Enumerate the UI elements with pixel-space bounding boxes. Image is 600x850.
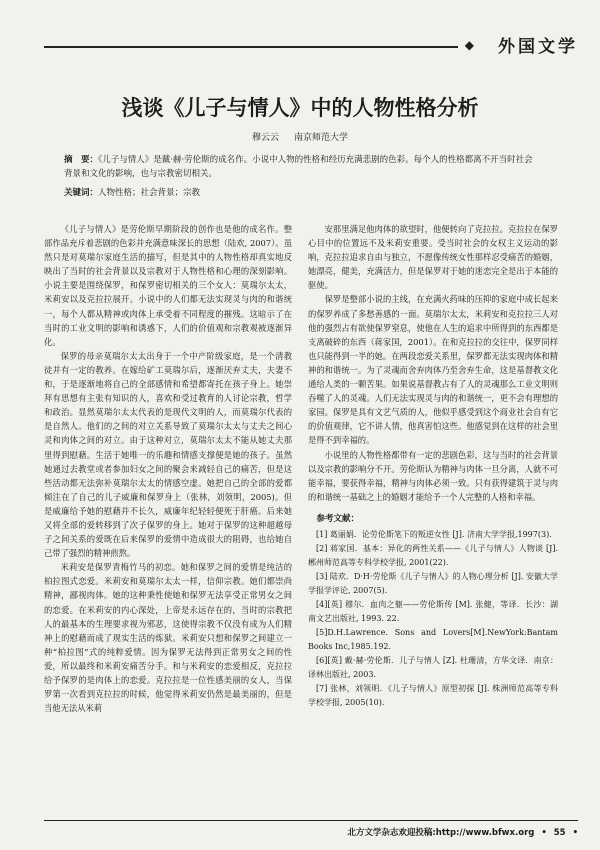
footer-submission-link[interactable]: 北方文学杂志欢迎投稿:http://www.bfwx.org <box>347 828 535 838</box>
abstract-label: 摘 要： <box>64 155 99 165</box>
article-title: 浅谈《儿子与情人》中的人物性格分析 <box>121 96 479 120</box>
page-number: 55 <box>553 828 566 838</box>
reference-item: [2] 蒋家国．基本：异化的两性关系——《儿子与情人》人物谈 [J]. 郴州师范高等专科学校学报, 2001(22). <box>308 543 558 567</box>
reference-item: [5]D.H.Lawrence. Sons and Lovers[M].NewYork:Bantam Books Inc,1985.192. <box>308 627 558 651</box>
reference-item: [4][英] 穆尔．血肉之躯——劳伦斯传 [M]. 张健，等译．长沙：湖南文艺出版社, 1993. 22. <box>308 599 558 623</box>
keywords-text: 人物性格；社会背景；宗教 <box>98 188 201 198</box>
section-name: 外国文学 <box>498 37 578 57</box>
right-column <box>308 222 558 710</box>
keywords <box>64 186 539 198</box>
abstract-text: 《儿子与情人》是戴·赫·劳伦斯的成名作。小说中人物的性格和经历充满悲剧的色彩。每个人的性格都离不开当时社会背景和文化的影响，也与宗教密切相关。 <box>64 155 533 179</box>
author-name: 穆云云 <box>252 133 280 143</box>
header-rule <box>44 46 458 48</box>
paragraph: 《儿子与情人》是劳伦斯早期阶段的创作也是他的成名作。整部作品充斥着悲剧的色彩并充满意味深长的思想（陆欢, 2007）。虽然只是对莫瑞尔家庭生活的描写，但是其中的人物性格却真实地反映出了当时的社会背景以及宗教对于人物性格和心理的深刻影响。小说主要是围绕保罗，和保罗密切相关的三个女人：莫瑞尔太太，米莉安以及克拉拉展开。小说中的人们都无法实现灵与肉的和谐统一，每个人都从精神或肉体上承受着不同程度的摧残。这暗示了在当时的工业文明的影响和诱惑下，人们的价值观和宗教观被逐渐异化。 <box>44 224 292 347</box>
running-header <box>44 30 578 58</box>
reference-item: [7] 张林，刘领明．《儿子与情人》原型初探 [J]. 株洲师范高等专科学校学报, 2005(10). <box>308 683 558 707</box>
footer-rule <box>44 820 578 821</box>
header-diamond-icon: ◆ <box>464 38 474 52</box>
footer-bullet-icon: • <box>541 828 547 838</box>
paragraph: 保罗的母亲莫瑞尔太太出身于一个中产阶级家庭，是一个清教徒并有一定的教养。在嫁给矿工莫瑞尔后，逐渐厌弃丈夫，夫妻不和，于是逐渐地将自己的全部感情和希望都寄托在孩子身上。她崇拜有思想有主张有知识的人，喜欢和受过教育的人讨论宗教，哲学和政治。显然莫瑞尔太太代表的是现代文明的人，而莫瑞尔代表的是自然人。他们的之间的对立关系导致了莫瑞尔太太与丈夫之间心灵和肉体之间的对立。由于这种对立，莫瑞尔太太不能从她丈夫那里得到慰藉。生活于她唯一的乐趣和情感支撑便是她的孩子。虽然她通过去教堂或者参加妇女之间的聚会来减轻自己的痛苦，但是这些活动都无法弥补莫瑞尔太太的情感空虚。她把自己的全部的爱都倾注在了自己的儿子威廉和保罗身上（张林，刘领明，2005)。但是威廉给予她的慰藉并不长久，威廉年纪轻轻便死于肝癌。后来她又将全部的爱转移到了次子保罗的身上。她对于保罗的这种超越母子之间关系的爱既在后来保罗的爱情中造成很大的阻碍，也给她自己带了强烈的精神煎熬。 <box>44 350 292 559</box>
byline <box>0 130 600 143</box>
paragraph: 保罗是整部小说的主线，在充满火药味的压抑的家庭中成长起来的保罗养成了多愁善感的一面。莫瑞尔太太，米莉安和克拉拉三人对他的强烈占有欲使保罗窒息，使他在人生的追求中所得到的东西都是支离破碎的东西（蒋家国，2001）。在和克拉拉的交往中，保罗同样也只能得到一半的她。在两段恋爱关系里，保罗都无法实现肉体和精神的和谐统一。为了灵魂而舍弃肉体乃至舍弃生命，这是基督教文化通给人类的一颗苦果。如果说基督教占有了人的灵魂那么工业文明则吞噬了人的灵魂。人们无法实现灵与肉的和谐统一，更不会有理想的家园。保罗是具有文艺气质的人，他似乎感受到这个商业社会自有它的价值观律，它不讲人情，他真害怕这些。他感觉到在这样的社会里是得不到幸福的。 <box>308 294 558 446</box>
author-affiliation: 南京师范大学 <box>293 133 348 143</box>
references-heading: 参考文献： <box>316 513 360 524</box>
left-column <box>44 222 292 715</box>
paragraph: 安那里满足他肉体的欲望时，他便转向了克拉拉。克拉拉在保罗心目中的位置远不及米莉安重要。受当时社会的女权主义运动的影响，克拉拉追求自由与独立，不愿像传统女性那样忍受痛苦的婚姻，她漂亮，健美，充满活力，但是保罗对于她的迷恋完全是出于本能的驱使。 <box>308 224 558 291</box>
keywords-label: 关键词： <box>64 188 99 198</box>
footer-text-row <box>343 826 578 838</box>
reference-item: [1] 葛丽娟．论劳伦斯笔下的叛逆女性 [J]. 济南大学学报,1997(3). <box>316 529 552 539</box>
reference-item: [6][英] 戴·赫·劳伦斯．儿子与情人 [Z]. 杜珊清，方华文译．南京：译林出版社, 2003. <box>308 655 558 679</box>
paragraph: 小说里的人物性格都带有一定的悲剧色彩，这与当时的社会背景以及宗教的影响分不开。劳伦斯认为精神与肉体一旦分离，人就不可能幸福，要获得幸福，精神与肉体必须一致。只有获得建筑于灵与肉的和谐统一基础之上的婚姻才能给予一个人完整的人格和幸福。 <box>308 449 558 502</box>
footer-bullet-icon: • <box>572 828 578 838</box>
page-footer <box>44 820 578 840</box>
reference-item: [3] 陆欢．D·H·劳伦斯《儿子与情人》的人物心理分析 [J]. 安徽大学学报学评论, 2007(5). <box>308 571 558 595</box>
paragraph: 米莉安是保罗青梅竹马的初恋。她和保罗之间的爱情是纯洁的柏拉图式恋爱。米莉安和莫瑞尔太太一样，信仰宗教。她们都崇尚精神，鄙视肉体。她的这种秉性使她和保罗无法享受正常男女之间的恋爱。在米莉安的内心深处，上帝是永远存在的，当时的宗教把人的最基本的生理要求视为邪恶，这使得宗教不仅没有成为人们精神上的慰藉而成了现实生活的炼狱。米莉安只想和保罗之间建立一种“柏拉图”式的纯粹爱情。因为保罗无法得到正常男女之间的性爱，所以最终和米莉安痛苦分手。和与米莉安的恋爱相反，克拉拉给予保罗的是肉体上的恋爱。克拉拉是一位性感美丽的女人，当保罗第一次看到克拉拉的时候，他觉得米莉安仍然是最美丽的，但是当他无法从米莉 <box>44 562 292 714</box>
abstract <box>64 153 539 181</box>
